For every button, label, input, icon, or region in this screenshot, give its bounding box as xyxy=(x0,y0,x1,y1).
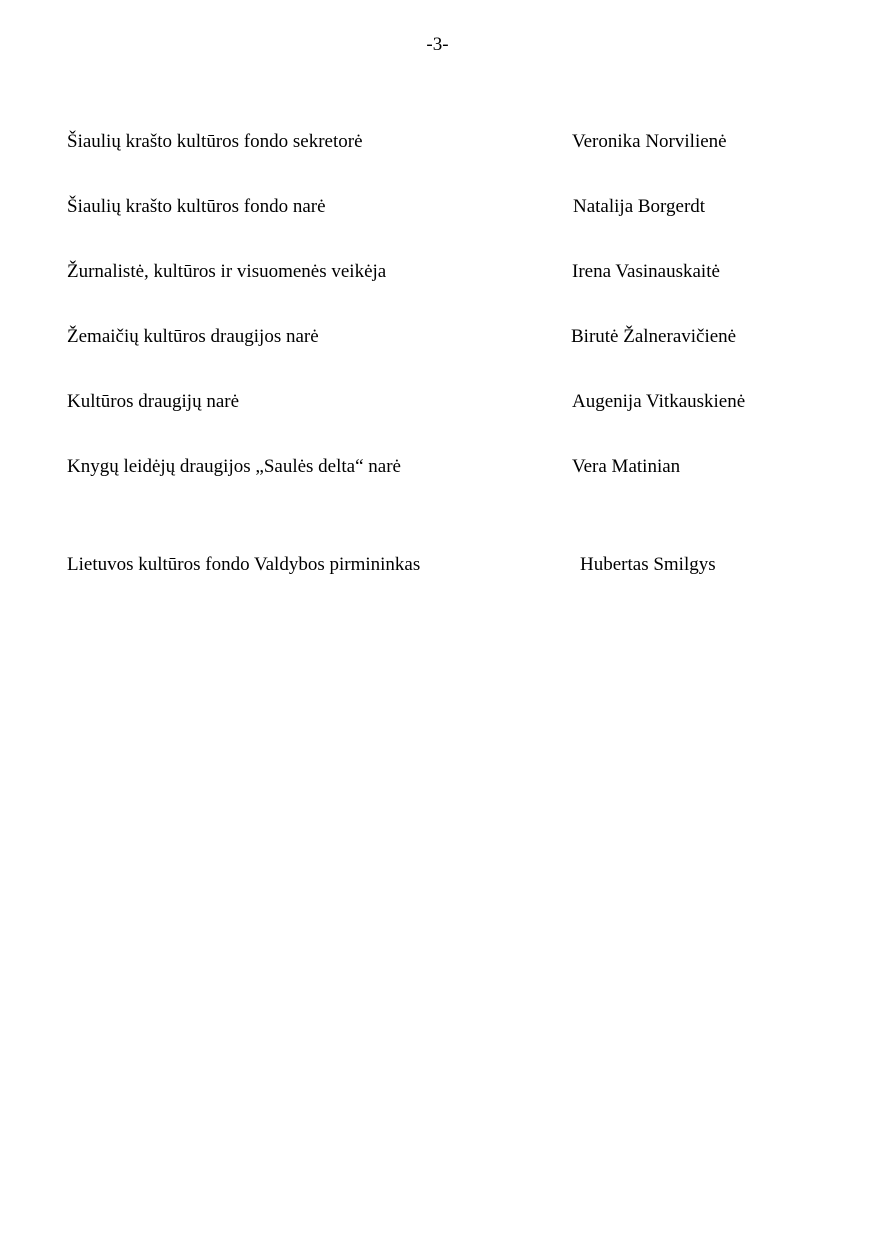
signatory-name: Hubertas Smilgys xyxy=(580,554,716,575)
signatory-name: Natalija Borgerdt xyxy=(573,196,706,217)
signatory-row xyxy=(0,194,875,220)
signatory-role: Kultūros draugijų narė xyxy=(67,391,240,412)
signatory-name: Birutė Žalneravičienė xyxy=(571,326,737,347)
signatory-name: Veronika Norvilienė xyxy=(572,131,727,152)
signatory-row xyxy=(0,389,875,415)
signatory-role: Šiaulių krašto kultūros fondo narė xyxy=(67,196,326,217)
signatory-row xyxy=(0,454,875,480)
signatory-row xyxy=(0,259,875,285)
signatory-row xyxy=(0,552,875,578)
signatory-role: Lietuvos kultūros fondo Valdybos pirmininkas xyxy=(67,554,421,575)
signatory-name: Vera Matinian xyxy=(572,456,681,477)
signatory-role: Žurnalistė, kultūros ir visuomenės veikėja xyxy=(67,261,387,282)
signatory-name: Augenija Vitkauskienė xyxy=(572,391,746,412)
signatory-row xyxy=(0,129,875,155)
page-number: -3- xyxy=(426,34,449,55)
signatory-role: Šiaulių krašto kultūros fondo sekretorė xyxy=(67,131,363,152)
signatory-name: Irena Vasinauskaitė xyxy=(572,261,720,282)
signatory-role: Žemaičių kultūros draugijos narė xyxy=(67,326,319,347)
signatory-row xyxy=(0,324,875,350)
signatory-role: Knygų leidėjų draugijos „Saulės delta“ narė xyxy=(67,456,401,477)
